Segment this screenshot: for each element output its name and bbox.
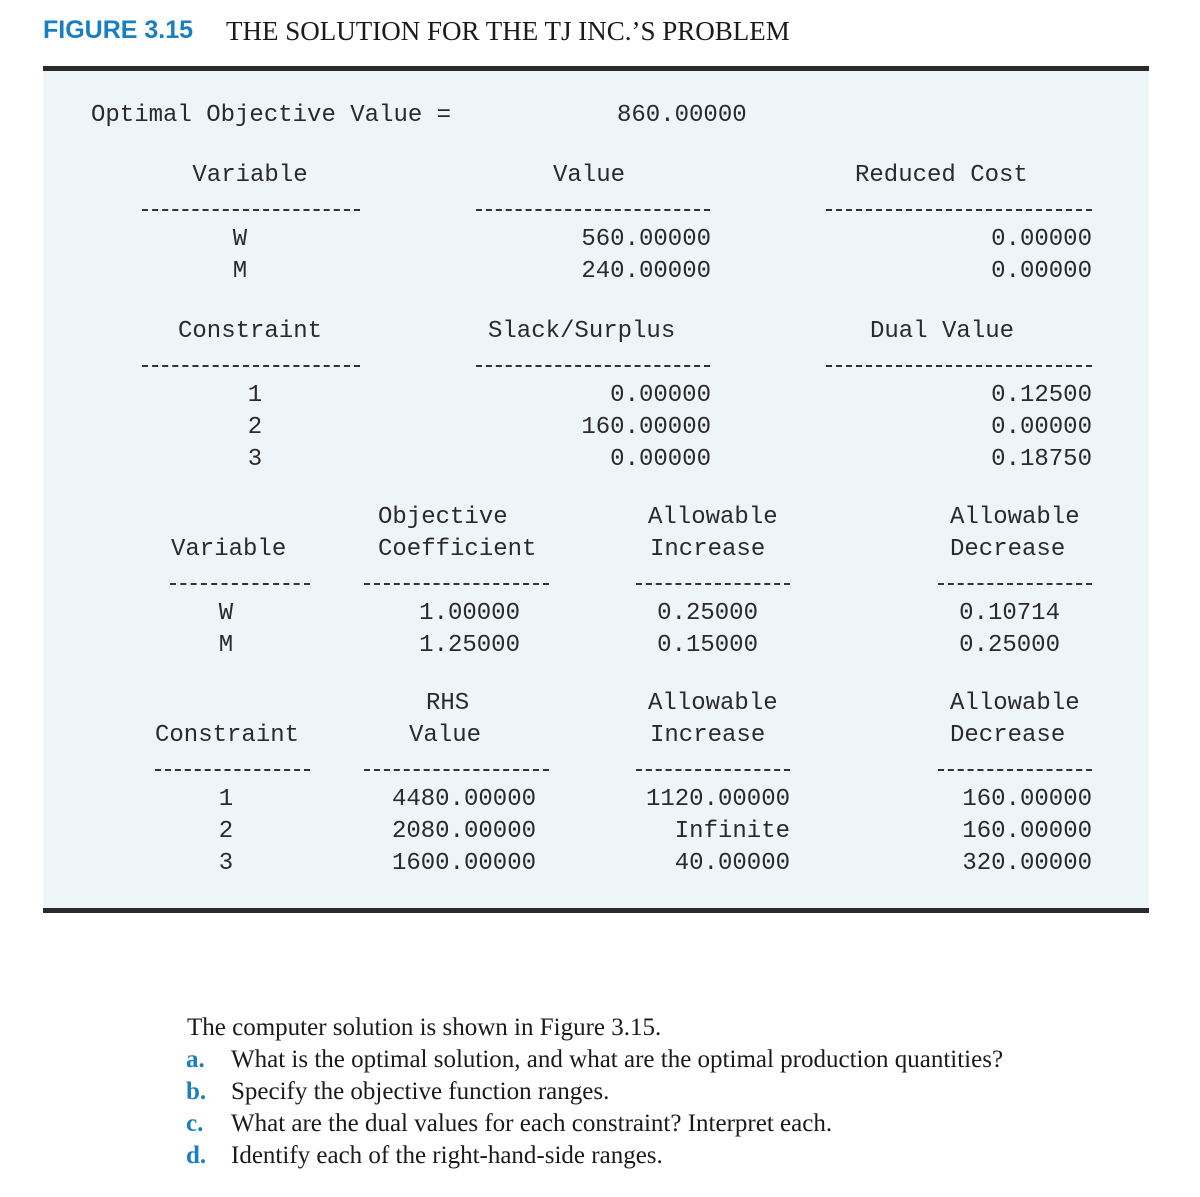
allowable-decrease-header-line1: Allowable xyxy=(950,690,1080,717)
variable-name: M xyxy=(232,258,248,285)
allowable-decrease-header-line1: Allowable xyxy=(950,504,1080,531)
slack-surplus-value: 0.00000 xyxy=(610,446,711,473)
objective-coefficient: 1.25000 xyxy=(419,632,520,659)
objective-value-label: Optimal Objective Value = xyxy=(91,102,452,129)
rhs-value: 2080.00000 xyxy=(391,818,536,845)
allowable-decrease: 160.00000 xyxy=(962,818,1092,845)
question-text: What are the dual values for each constraint? Interpret each. xyxy=(231,1110,833,1137)
variable-header: Variable xyxy=(192,162,308,189)
question-letter: d. xyxy=(186,1142,207,1169)
coefficient-header: Coefficient xyxy=(378,536,537,563)
dash-rule xyxy=(476,365,710,367)
question-text: What is the optimal solution, and what are the optimal production quantities? xyxy=(231,1046,1004,1073)
rhs-value: 1600.00000 xyxy=(391,850,536,877)
objective-coefficient: 1.00000 xyxy=(419,600,520,627)
slack-surplus-header: Slack/Surplus xyxy=(488,318,676,345)
value-header: Value xyxy=(409,722,482,749)
allowable-decrease: 0.10714 xyxy=(959,600,1060,627)
question-letter: b. xyxy=(186,1078,207,1105)
rhs-header-line1: RHS xyxy=(426,690,470,717)
allowable-decrease: 160.00000 xyxy=(962,786,1092,813)
allowable-decrease-header-line2: Decrease xyxy=(950,722,1066,749)
question-letter: c. xyxy=(186,1110,204,1137)
value-header: Value xyxy=(553,162,626,189)
variable-value: 240.00000 xyxy=(581,258,711,285)
dash-rule xyxy=(636,769,790,771)
reduced-cost: 0.00000 xyxy=(991,226,1092,253)
variable-name: W xyxy=(218,600,234,627)
questions-intro: The computer solution is shown in Figure 3.15. xyxy=(187,1014,662,1041)
allowable-increase: 40.00000 xyxy=(674,850,790,877)
dash-rule xyxy=(938,583,1092,585)
slack-surplus-value: 160.00000 xyxy=(581,414,711,441)
objective-value: 860.00000 xyxy=(617,102,747,129)
dual-value: 0.00000 xyxy=(991,414,1092,441)
allowable-increase-header-line1: Allowable xyxy=(648,504,778,531)
constraint-header: Constraint xyxy=(177,318,323,345)
dual-value-header: Dual Value xyxy=(870,318,1015,345)
constraint-header: Constraint xyxy=(155,722,300,749)
dash-rule xyxy=(826,209,1092,211)
objective-header-line1: Objective xyxy=(378,504,508,531)
rhs-value: 4480.00000 xyxy=(391,786,536,813)
constraint-number: 1 xyxy=(247,382,263,409)
reduced-cost: 0.00000 xyxy=(991,258,1092,285)
allowable-decrease: 320.00000 xyxy=(962,850,1092,877)
dash-rule xyxy=(142,209,360,211)
dash-rule xyxy=(826,365,1092,367)
question-text: Identify each of the right-hand-side ranges. xyxy=(231,1142,663,1169)
allowable-decrease: 0.25000 xyxy=(959,632,1060,659)
dash-rule xyxy=(142,365,360,367)
variable-name: M xyxy=(218,632,234,659)
dash-rule xyxy=(636,583,790,585)
constraint-number: 1 xyxy=(218,786,234,813)
constraint-number: 3 xyxy=(218,850,234,877)
dash-rule xyxy=(476,209,710,211)
allowable-increase: Infinite xyxy=(674,818,790,845)
figure-title: THE SOLUTION FOR THE TJ INC.’S PROBLEM xyxy=(226,16,790,46)
allowable-increase: 1120.00000 xyxy=(645,786,790,813)
allowable-decrease-header-line2: Decrease xyxy=(950,536,1066,563)
slack-surplus-value: 0.00000 xyxy=(610,382,711,409)
constraint-number: 2 xyxy=(247,414,263,441)
allowable-increase-header-line2: Increase xyxy=(650,536,766,563)
dual-value: 0.12500 xyxy=(991,382,1092,409)
dash-rule xyxy=(170,583,310,585)
dash-rule xyxy=(155,769,310,771)
allowable-increase: 0.25000 xyxy=(657,600,758,627)
allowable-increase-header-line1: Allowable xyxy=(648,690,778,717)
allowable-increase: 0.15000 xyxy=(657,632,758,659)
constraint-number: 2 xyxy=(218,818,234,845)
allowable-increase-header-line2: Increase xyxy=(650,722,766,749)
question-text: Specify the objective function ranges. xyxy=(231,1078,610,1105)
variable-header: Variable xyxy=(171,536,287,563)
figure-label: FIGURE 3.15 xyxy=(43,16,194,44)
variable-value: 560.00000 xyxy=(581,226,711,253)
dash-rule xyxy=(938,769,1092,771)
dual-value: 0.18750 xyxy=(991,446,1092,473)
constraint-number: 3 xyxy=(247,446,263,473)
dash-rule xyxy=(364,583,549,585)
reduced-cost-header: Reduced Cost xyxy=(855,162,1028,189)
variable-name: W xyxy=(232,226,248,253)
question-letter: a. xyxy=(186,1046,205,1073)
dash-rule xyxy=(364,769,549,771)
